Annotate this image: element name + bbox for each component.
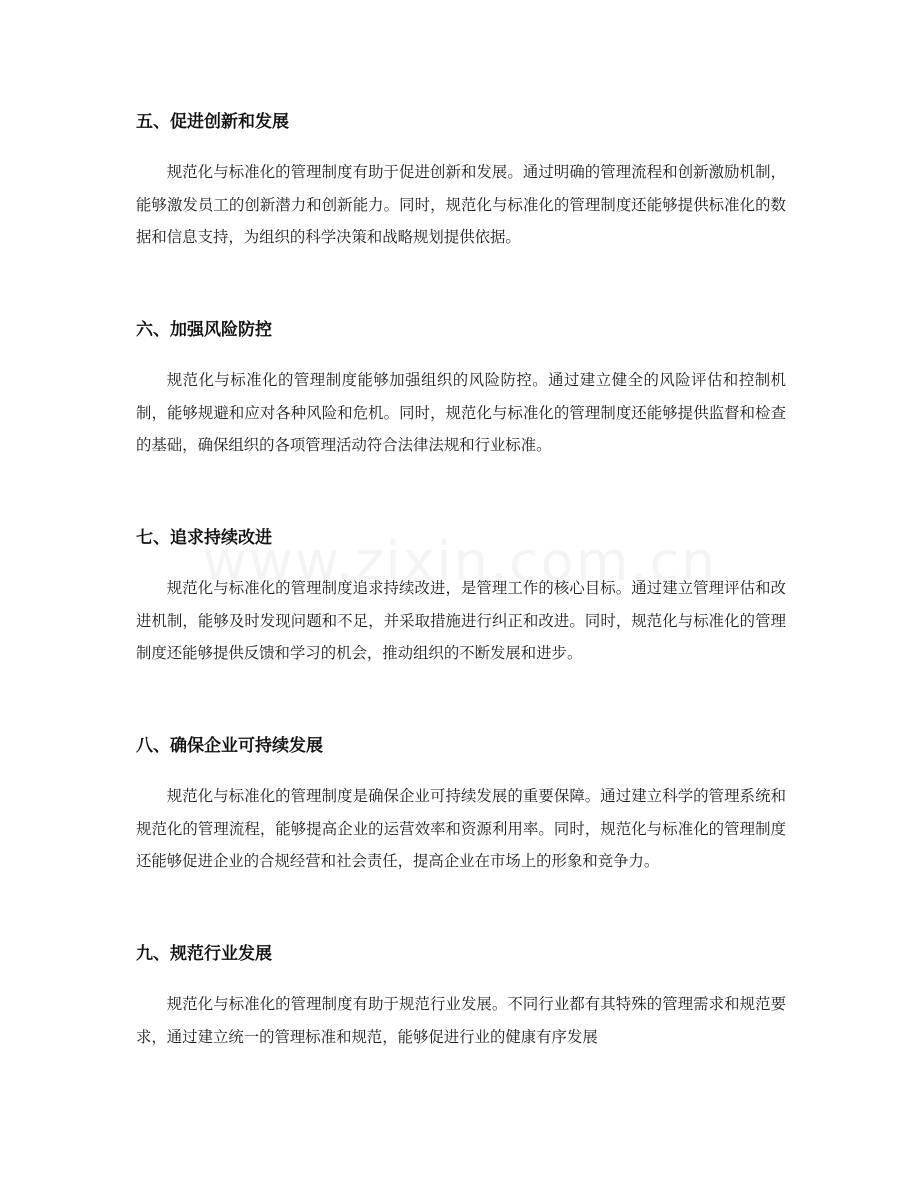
section-6	[136, 318, 786, 462]
section-9	[136, 942, 786, 1053]
section-7	[136, 526, 786, 670]
section-paragraph: 规范化与标准化的管理制度能够加强组织的风险防控。通过建立健全的风险评估和控制机制，能够规避和应对各种风险和危机。同时，规范化与标准化的管理制度还能够提供监督和检查的基础，确保组织的各项管理活动符合法律法规和行业标准。	[136, 371, 786, 454]
section-heading: 五、促进创新和发展	[136, 112, 289, 132]
section-heading: 七、追求持续改进	[136, 528, 272, 548]
section-paragraph: 规范化与标准化的管理制度有助于促进创新和发展。通过明确的管理流程和创新激励机制，能够激发员工的创新潜力和创新能力。同时，规范化与标准化的管理制度还能够提供标准化的数据和信息支持，为组织的科学决策和战略规划提供依据。	[136, 163, 786, 246]
section-5	[136, 110, 786, 254]
section-8	[136, 734, 786, 878]
section-heading: 八、确保企业可持续发展	[136, 736, 323, 756]
section-paragraph: 规范化与标准化的管理制度有助于规范行业发展。不同行业都有其特殊的管理需求和规范要求，通过建立统一的管理标准和规范，能够促进行业的健康有序发展	[136, 995, 786, 1046]
section-paragraph: 规范化与标准化的管理制度是确保企业可持续发展的重要保障。通过建立科学的管理系统和规范化的管理流程，能够提高企业的运营效率和资源利用率。同时，规范化与标准化的管理制度还能够促进企业的合规经营和社会责任，提高企业在市场上的形象和竞争力。	[136, 787, 786, 870]
section-heading: 九、规范行业发展	[136, 944, 272, 964]
section-paragraph: 规范化与标准化的管理制度追求持续改进，是管理工作的核心目标。通过建立管理评估和改进机制，能够及时发现问题和不足，并采取措施进行纠正和改进。同时，规范化与标准化的管理制度还能够提供反馈和学习的机会，推动组织的不断发展和进步。	[136, 579, 786, 662]
section-heading: 六、加强风险防控	[136, 320, 272, 340]
